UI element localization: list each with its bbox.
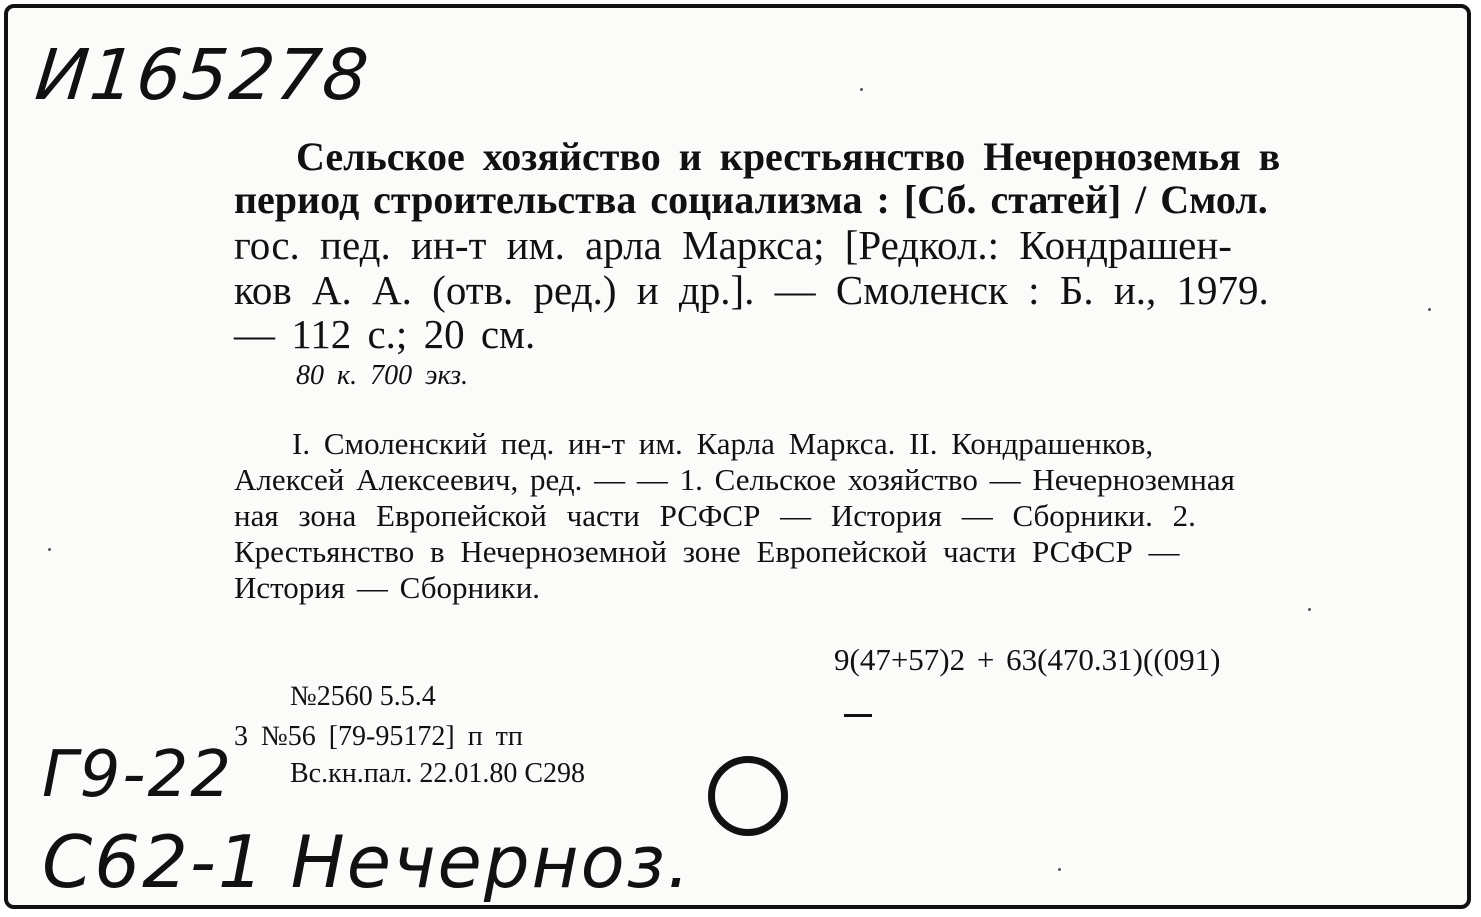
handwritten-class-mark: С62-1 Нечерноз.	[42, 820, 692, 904]
notes-line-4: Крестьянство в Нечерноземной зоне Европейской части РСФСР —	[234, 534, 1180, 569]
speck	[1058, 868, 1061, 871]
title-line-4: ков А. А. (отв. ред.) и др.]. — Смоленск : Б. и., 1979.	[234, 267, 1269, 313]
book-chamber-line: Вс.кн.пал. 22.01.80 С298	[290, 758, 585, 789]
punch-hole-circle	[708, 756, 788, 836]
order-line: 3 №56 [79-95172] п тп	[234, 721, 523, 752]
handwritten-inventory-number: И165278	[31, 34, 374, 116]
speck	[1308, 608, 1311, 611]
notes-line-5: История — Сборники.	[234, 570, 541, 605]
classification-index: 9(47+57)2 + 63(470.31)((091)	[834, 642, 1221, 677]
speck	[48, 548, 51, 551]
title-line-3: гос. пед. ин-т им. арла Маркса; [Редкол.: Кондрашен-	[234, 222, 1232, 268]
title-line-2	[234, 176, 1268, 223]
notes-line-1: I. Смоленский пед. ин-т им. Карла Маркса. II. Кондрашенков,	[292, 426, 1154, 461]
handwritten-shelf-mark: Г9-22	[42, 738, 233, 812]
speck	[860, 88, 863, 91]
title-line-2-text: период строительства социализма : [Сб. статей] / Смол.	[234, 177, 1268, 222]
title-line-1: Сельское хозяйство и крестьянство Нечерноземья в	[296, 134, 1281, 179]
card-number: №2560 5.5.4	[290, 681, 436, 712]
notes-line-3: ная зона Европейской части РСФСР — История — Сборники. 2.	[234, 498, 1196, 533]
catalog-card	[4, 4, 1471, 909]
notes-line-2: Алексей Алексеевич, ред. — — 1. Сельское хозяйство — Нечерноземная	[234, 462, 1235, 497]
speck	[1428, 308, 1431, 311]
classification-underline	[844, 714, 872, 717]
title-line-5: — 112 с.; 20 см.	[234, 311, 536, 357]
price-and-print-run: 80 к. 700 экз.	[296, 360, 469, 391]
